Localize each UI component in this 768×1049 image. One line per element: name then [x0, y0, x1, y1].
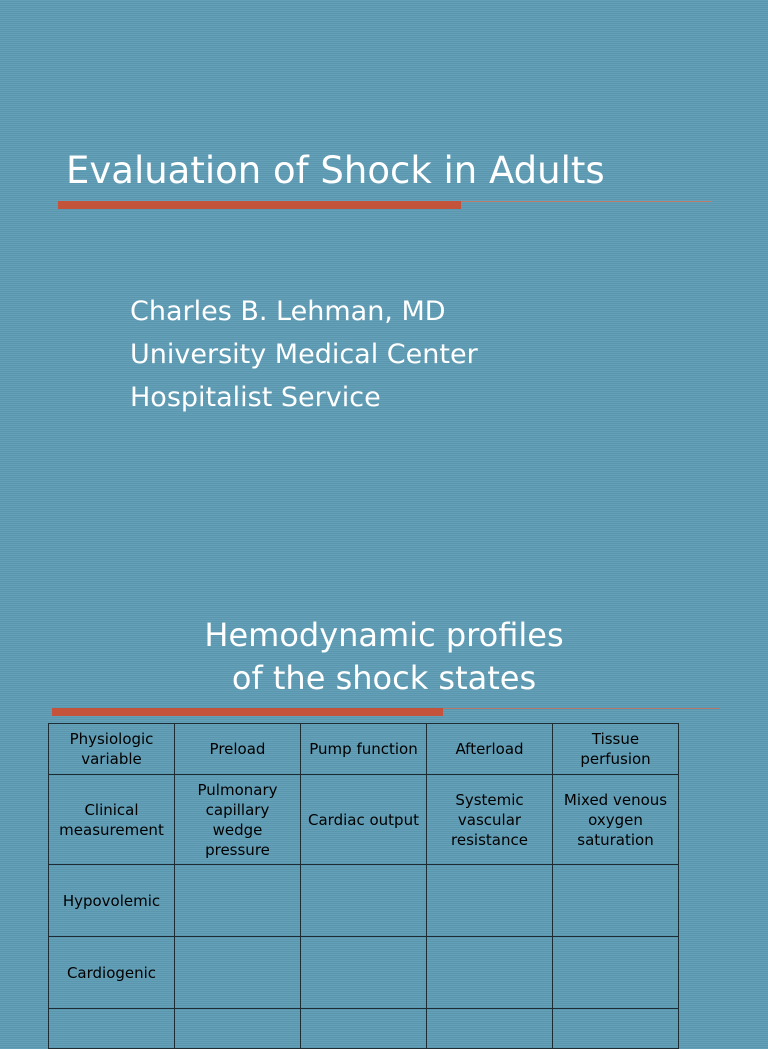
- header-cell: Afterload: [427, 724, 553, 775]
- table-row: [49, 937, 679, 1009]
- empty-cell: [553, 865, 679, 937]
- empty-cell: [301, 937, 427, 1009]
- header-cell: Physiologic variable: [49, 724, 175, 775]
- service-name: Hospitalist Service: [130, 382, 381, 413]
- table-header-row: [49, 724, 679, 775]
- empty-cell: [301, 865, 427, 937]
- title-underline-accent: [58, 201, 461, 209]
- empty-cell: [175, 865, 301, 937]
- row-label-cell: Hypovolemic: [49, 865, 175, 937]
- empty-cell: [301, 1009, 427, 1049]
- empty-cell: [427, 937, 553, 1009]
- title-underline-accent: [52, 708, 443, 716]
- title-line-2: of the shock states: [231, 659, 537, 697]
- header-cell: Preload: [175, 724, 301, 775]
- header-cell: Pump function: [301, 724, 427, 775]
- institution-name: University Medical Center: [130, 339, 478, 370]
- table-row: [49, 1009, 679, 1049]
- table-cell: Pulmonary capillary wedge pressure: [175, 775, 301, 865]
- table-cell: Clinical measurement: [49, 775, 175, 865]
- row-label-cell: Cardiogenic: [49, 937, 175, 1009]
- empty-cell: [553, 1009, 679, 1049]
- empty-cell: [427, 1009, 553, 1049]
- header-cell: Tissue perfusion: [553, 724, 679, 775]
- slide-title: [0, 614, 768, 700]
- table-row: [49, 865, 679, 937]
- empty-cell: [175, 937, 301, 1009]
- table-cell: Cardiac output: [301, 775, 427, 865]
- empty-cell: [175, 1009, 301, 1049]
- empty-cell: [553, 937, 679, 1009]
- title-slide: [0, 0, 768, 512]
- table-cell: Systemic vascular resistance: [427, 775, 553, 865]
- table-cell: Mixed venous oxygen saturation: [553, 775, 679, 865]
- hemodynamic-profiles-table: [48, 723, 679, 1049]
- title-line-1: Hemodynamic profiles: [204, 616, 564, 654]
- empty-cell: [49, 1009, 175, 1049]
- table-row: [49, 775, 679, 865]
- slide-title: Evaluation of Shock in Adults: [66, 149, 605, 192]
- empty-cell: [427, 865, 553, 937]
- author-name: Charles B. Lehman, MD: [130, 296, 446, 327]
- table-slide: [0, 512, 768, 1024]
- author-block: [130, 290, 478, 419]
